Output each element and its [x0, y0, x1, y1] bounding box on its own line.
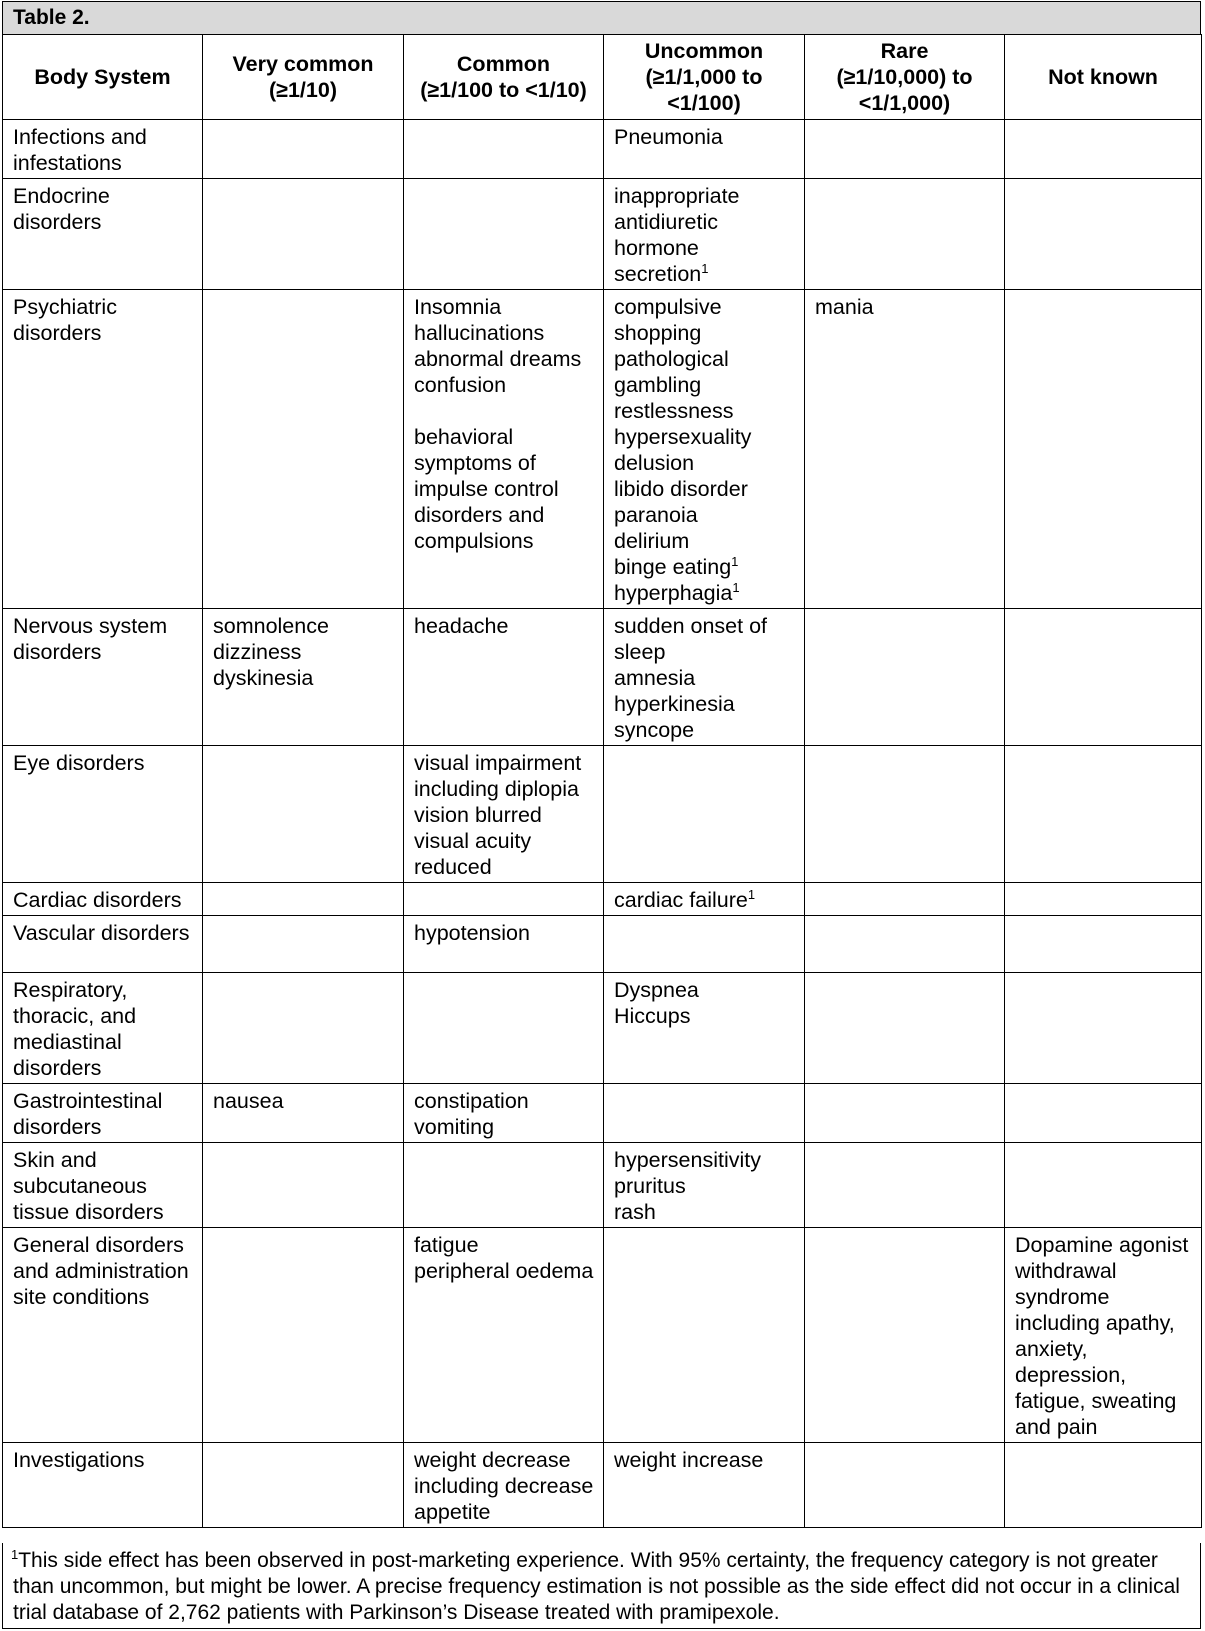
reaction-text: visual acuity reduced	[414, 829, 532, 879]
cell-body-system	[3, 1228, 203, 1443]
reaction-text: somnolence	[213, 614, 329, 638]
adverse-reaction-entry	[614, 450, 798, 476]
reaction-text: weight increase	[614, 1448, 764, 1472]
adverse-reaction-entry	[614, 1199, 798, 1225]
adverse-reaction-entry	[414, 1114, 597, 1140]
table-row	[3, 883, 1202, 916]
cell-uncommon	[604, 1443, 805, 1528]
reaction-text: libido disorder	[614, 477, 748, 501]
reaction-text: pathological gambling	[614, 347, 729, 397]
cell-common	[404, 179, 604, 290]
table-row	[3, 179, 1202, 290]
footnote-ref: 1	[732, 579, 740, 595]
cell-rare	[805, 120, 1005, 179]
adverse-reaction-entry	[614, 183, 798, 287]
cell-not-known	[1005, 1084, 1202, 1143]
reaction-text: restlessness	[614, 399, 734, 423]
header-rare	[805, 35, 1005, 120]
reaction-text: hypersexuality	[614, 425, 752, 449]
reaction-text: vomiting	[414, 1115, 495, 1139]
cell-common	[404, 883, 604, 916]
reaction-text: vision blurred	[414, 803, 542, 827]
cell-very-common	[203, 1228, 404, 1443]
adverse-reaction-entry	[614, 691, 798, 717]
body-system-label: Gastrointestinal disorders	[13, 1089, 163, 1139]
adverse-reaction-entry	[213, 1088, 397, 1114]
reaction-text: mania	[815, 295, 874, 319]
footnote	[2, 1543, 1201, 1629]
adverse-reaction-entry	[614, 613, 798, 665]
cell-body-system	[3, 973, 203, 1084]
cell-not-known	[1005, 1443, 1202, 1528]
cell-body-system	[3, 1443, 203, 1528]
cell-uncommon	[604, 883, 805, 916]
reaction-text: dyskinesia	[213, 666, 314, 690]
reaction-text: hypersensitivity	[614, 1148, 761, 1172]
adverse-reaction-entry	[414, 920, 597, 946]
table-row	[3, 1143, 1202, 1228]
reaction-text: behavioral symptoms of impulse control disorders and compulsions	[414, 425, 559, 553]
body-system-label: Infections and infestations	[13, 125, 147, 175]
footnote-ref: 1	[747, 886, 756, 902]
cell-uncommon	[604, 179, 805, 290]
reaction-text: delusion	[614, 451, 695, 475]
header-label: Not known	[1048, 65, 1158, 89]
cell-not-known	[1005, 746, 1202, 883]
table-row	[3, 973, 1202, 1084]
cell-very-common	[203, 179, 404, 290]
body-system-label: Vascular disorders	[13, 921, 190, 945]
cell-uncommon	[604, 973, 805, 1084]
cell-uncommon	[604, 916, 805, 973]
adverse-reaction-entry	[213, 613, 397, 639]
cell-common	[404, 1228, 604, 1443]
adverse-reaction-entry	[414, 1232, 597, 1258]
reaction-text: paranoia	[614, 503, 698, 527]
adverse-reaction-entry	[213, 639, 397, 665]
cell-rare	[805, 179, 1005, 290]
adverse-reaction-entry	[614, 502, 798, 528]
reaction-text: Insomnia	[414, 295, 502, 319]
reaction-text: Pneumonia	[614, 125, 723, 149]
reaction-text: delirium	[614, 529, 690, 553]
cell-very-common	[203, 916, 404, 973]
adverse-reaction-entry	[213, 665, 397, 691]
adverse-reaction-entry	[614, 528, 798, 554]
cell-rare	[805, 609, 1005, 746]
reaction-text: inappropriate antidiuretic hormone secretion	[614, 184, 740, 286]
reaction-text: constipation	[414, 1089, 529, 1113]
adverse-reaction-entry	[614, 1173, 798, 1199]
reaction-text: headache	[414, 614, 509, 638]
table-row	[3, 1228, 1202, 1443]
cell-not-known	[1005, 883, 1202, 916]
cell-uncommon	[604, 746, 805, 883]
adverse-reaction-entry	[614, 717, 798, 743]
body-system-label: Skin and subcutaneous tissue disorders	[13, 1148, 164, 1224]
cell-not-known	[1005, 973, 1202, 1084]
cell-uncommon	[604, 120, 805, 179]
header-not-known	[1005, 35, 1202, 120]
adverse-reaction-entry	[414, 1088, 597, 1114]
reaction-text: fatigue	[414, 1233, 479, 1257]
reaction-text: Dopamine agonist withdrawal syndrome including apathy, anxiety, depression, fatigue, sweating and pain	[1015, 1233, 1189, 1439]
cell-very-common	[203, 1143, 404, 1228]
cell-body-system	[3, 916, 203, 973]
cell-rare	[805, 1143, 1005, 1228]
cell-not-known	[1005, 120, 1202, 179]
cell-common	[404, 746, 604, 883]
reaction-text: hyperkinesia	[614, 692, 735, 716]
adverse-reaction-entry	[614, 1447, 798, 1473]
adverse-reaction-entry	[614, 554, 798, 580]
cell-very-common	[203, 1443, 404, 1528]
cell-body-system	[3, 290, 203, 609]
cell-uncommon	[604, 1228, 805, 1443]
adverse-reaction-entry	[614, 977, 798, 1003]
cell-not-known	[1005, 916, 1202, 973]
adverse-reaction-entry	[614, 398, 798, 424]
header-body-system	[3, 35, 203, 120]
header-range: (≥1/100 to <1/10)	[420, 78, 587, 102]
cell-rare	[805, 883, 1005, 916]
cell-body-system	[3, 120, 203, 179]
adverse-reaction-entry	[414, 750, 597, 802]
cell-not-known	[1005, 1228, 1202, 1443]
cell-body-system	[3, 1143, 203, 1228]
cell-rare	[805, 973, 1005, 1084]
reaction-text: Hiccups	[614, 1004, 691, 1028]
adverse-reaction-entry	[414, 613, 597, 639]
footnote-ref: 1	[731, 553, 739, 569]
reaction-text: pruritus	[614, 1174, 686, 1198]
header-label: Rare	[880, 39, 929, 63]
cell-common	[404, 1084, 604, 1143]
footnote-text	[13, 1548, 1190, 1626]
header-uncommon	[604, 35, 805, 120]
cell-not-known	[1005, 290, 1202, 609]
header-range: (≥1/1,000 to <1/100)	[645, 65, 763, 115]
reaction-text: amnesia	[614, 666, 696, 690]
body-system-label: Investigations	[13, 1448, 145, 1472]
adverse-reaction-entry	[414, 1258, 597, 1284]
cell-uncommon	[604, 1084, 805, 1143]
body-system-label: Endocrine disorders	[13, 184, 110, 234]
reaction-text: binge eating	[614, 555, 732, 579]
body-system-label: General disorders and administration site conditions	[13, 1233, 189, 1309]
cell-very-common	[203, 883, 404, 916]
adverse-reaction-entry	[614, 424, 798, 450]
cell-uncommon	[604, 1143, 805, 1228]
body-system-label: Cardiac disorders	[13, 888, 182, 912]
reaction-text: abnormal dreams	[414, 347, 582, 371]
reaction-text: syncope	[614, 718, 695, 742]
cell-rare	[805, 916, 1005, 973]
adverse-reaction-entry	[414, 802, 597, 828]
table-row	[3, 290, 1202, 609]
body-system-label: Nervous system disorders	[13, 614, 168, 664]
table-row	[3, 120, 1202, 179]
cell-very-common	[203, 1084, 404, 1143]
table-row	[3, 746, 1202, 883]
adverse-reaction-entry	[614, 887, 798, 913]
cell-uncommon	[604, 290, 805, 609]
adverse-reaction-entry	[414, 294, 597, 320]
reaction-text: compulsive shopping	[614, 295, 722, 345]
header-row	[3, 35, 1202, 120]
cell-common	[404, 290, 604, 609]
adverse-reactions-table	[2, 34, 1202, 1528]
reaction-text: rash	[614, 1200, 656, 1224]
table-row	[3, 1084, 1202, 1143]
cell-body-system	[3, 609, 203, 746]
cell-body-system	[3, 883, 203, 916]
cell-rare	[805, 1084, 1005, 1143]
cell-not-known	[1005, 179, 1202, 290]
cell-common	[404, 1143, 604, 1228]
cell-common	[404, 973, 604, 1084]
header-range: (≥1/10,000) to <1/1,000)	[836, 65, 973, 115]
reaction-text: sudden onset of sleep	[614, 614, 768, 664]
adverse-reaction-entry	[1015, 1232, 1195, 1440]
header-range: (≥1/10)	[269, 78, 337, 102]
header-common	[404, 35, 604, 120]
cell-not-known	[1005, 609, 1202, 746]
table-row	[3, 609, 1202, 746]
footnote-marker: 1	[11, 1547, 19, 1562]
reaction-text: Dyspnea	[614, 978, 699, 1002]
header-label: Common	[456, 52, 551, 76]
reaction-text: confusion	[414, 373, 507, 397]
cell-very-common	[203, 120, 404, 179]
reaction-text: dizziness	[213, 640, 302, 664]
reaction-text: weight decrease including decrease appetite	[414, 1448, 594, 1524]
reaction-text: hyperphagia	[614, 581, 733, 605]
cell-common	[404, 120, 604, 179]
table-row	[3, 916, 1202, 973]
header-label: Body System	[34, 65, 171, 89]
reaction-text: visual impairment including diplopia	[414, 751, 582, 801]
header-label: Uncommon	[644, 39, 764, 63]
cell-uncommon	[604, 609, 805, 746]
cell-body-system	[3, 746, 203, 883]
adverse-reaction-entry	[414, 1447, 597, 1525]
adverse-reaction-entry	[614, 346, 798, 398]
footnote-ref: 1	[701, 260, 709, 276]
header-very-common	[203, 35, 404, 120]
footnote-body: This side effect has been observed in post-marketing experience. With 95% certainty, the frequency category is not greater than uncommon, but might be lower. A precise frequency estimation is not possible as the side effect did not occur in a clinical trial database of 2,762 patients with Parkinson’s Disease treated with pramipexole.	[13, 1549, 1180, 1624]
adverse-reaction-entry	[414, 320, 597, 346]
reaction-text: hallucinations	[414, 321, 545, 345]
adverse-reaction-entry	[614, 124, 798, 150]
cell-common	[404, 609, 604, 746]
cell-very-common	[203, 746, 404, 883]
adverse-reaction-entry	[414, 828, 597, 880]
adverse-reaction-entry	[614, 1003, 798, 1029]
adverse-reaction-entry	[414, 346, 597, 372]
table-body	[3, 120, 1202, 1528]
adverse-reaction-entry	[614, 1147, 798, 1173]
reaction-text: hypotension	[414, 921, 530, 945]
adverse-reaction-entry	[414, 372, 597, 398]
table-row	[3, 1443, 1202, 1528]
cell-rare	[805, 290, 1005, 609]
cell-very-common	[203, 290, 404, 609]
cell-rare	[805, 746, 1005, 883]
cell-body-system	[3, 179, 203, 290]
adverse-reaction-entry	[815, 294, 998, 320]
adverse-reaction-entry	[414, 424, 597, 554]
body-system-label: Eye disorders	[13, 751, 145, 775]
cell-very-common	[203, 973, 404, 1084]
header-label: Very common	[232, 52, 374, 76]
body-system-label: Psychiatric disorders	[13, 295, 117, 345]
reaction-text: cardiac failure	[614, 888, 748, 912]
cell-common	[404, 1443, 604, 1528]
reaction-text: nausea	[213, 1089, 284, 1113]
reaction-text: peripheral oedema	[414, 1259, 594, 1283]
cell-rare	[805, 1228, 1005, 1443]
adverse-reaction-entry	[614, 580, 798, 606]
cell-rare	[805, 1443, 1005, 1528]
table-title: Table 2.	[2, 1, 1201, 35]
cell-body-system	[3, 1084, 203, 1143]
cell-common	[404, 916, 604, 973]
cell-very-common	[203, 609, 404, 746]
adverse-reaction-entry	[614, 476, 798, 502]
adverse-reaction-entry	[614, 294, 798, 346]
adverse-reaction-entry	[614, 665, 798, 691]
body-system-label: Respiratory, thoracic, and mediastinal disorders	[13, 978, 137, 1080]
cell-not-known	[1005, 1143, 1202, 1228]
